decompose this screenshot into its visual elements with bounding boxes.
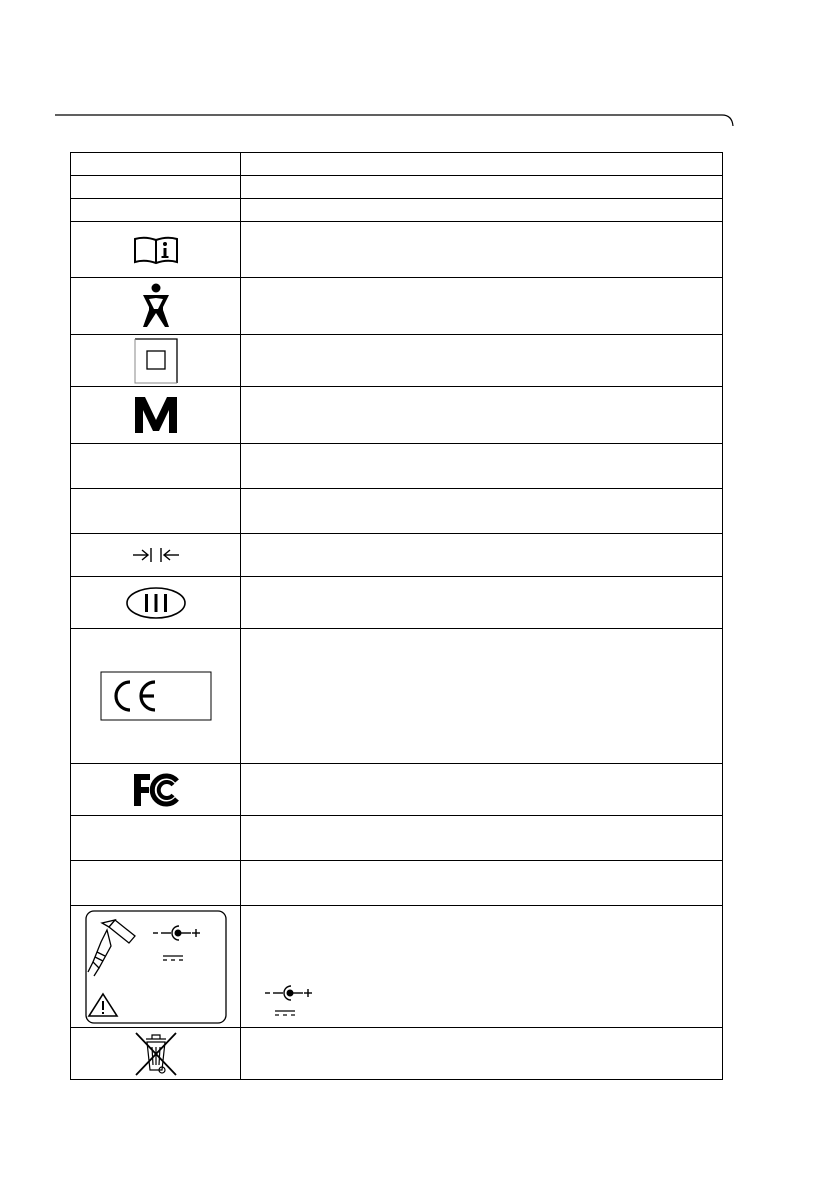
symbol-cell (71, 534, 241, 577)
table-row (71, 489, 723, 534)
symbol-cell (71, 577, 241, 629)
table-row (71, 278, 723, 335)
dc-polarity-inline-icon (261, 974, 333, 1018)
dc-polarity-symbol (153, 926, 200, 940)
table-row (71, 199, 723, 222)
table-row (71, 1028, 723, 1080)
description-cell (241, 153, 723, 176)
class-ii-equipment-icon (134, 338, 178, 384)
table-row (71, 906, 723, 1028)
warning-icon (89, 994, 117, 1016)
symbol-cell (71, 153, 241, 176)
description-cell (241, 444, 723, 489)
cuff-range-arrows-icon (132, 547, 180, 563)
description-cell (241, 278, 723, 335)
table-row (71, 176, 723, 199)
table-row (71, 764, 723, 816)
table-row (71, 222, 723, 278)
description-cell (241, 335, 723, 387)
table-row (71, 153, 723, 176)
ce-mark-icon (100, 671, 212, 721)
symbol-cell (71, 816, 241, 861)
description-cell (241, 906, 723, 1028)
table-row (71, 444, 723, 489)
symbol-cell (71, 629, 241, 764)
symbol-cell (71, 278, 241, 335)
table-row (71, 534, 723, 577)
description-cell (241, 489, 723, 534)
symbol-cell (71, 335, 241, 387)
description-cell (241, 534, 723, 577)
symbol-cell (71, 489, 241, 534)
consult-instructions-icon (133, 235, 179, 265)
symbol-cell (71, 444, 241, 489)
description-cell (241, 176, 723, 199)
symbol-cell (71, 387, 241, 444)
description-cell (241, 861, 723, 906)
table-row (71, 335, 723, 387)
m-mark-icon (133, 396, 179, 434)
symbols-table (70, 152, 723, 1080)
table-row (71, 577, 723, 629)
description-cell (241, 764, 723, 816)
weee-crossed-bin-icon (133, 1030, 179, 1078)
header-rule (0, 0, 839, 140)
description-cell (241, 629, 723, 764)
fcc-mark-icon (133, 773, 179, 807)
description-cell (241, 577, 723, 629)
description-cell (241, 1028, 723, 1080)
class-iii-equipment-icon (125, 586, 187, 620)
symbol-cell (71, 861, 241, 906)
table-row (71, 387, 723, 444)
dc-current-symbol (163, 956, 183, 960)
table-row (71, 816, 723, 861)
description-cell (241, 222, 723, 278)
dc-adapter-polarity-label-icon (85, 910, 227, 1024)
table-row (71, 861, 723, 906)
symbol-cell (71, 176, 241, 199)
symbol-cell (71, 222, 241, 278)
symbol-cell (71, 764, 241, 816)
type-b-applied-part-icon (136, 283, 176, 329)
description-cell (241, 199, 723, 222)
description-cell (241, 387, 723, 444)
description-cell (241, 816, 723, 861)
symbol-cell (71, 906, 241, 1028)
symbol-cell (71, 1028, 241, 1080)
symbol-cell (71, 199, 241, 222)
table-row (71, 629, 723, 764)
